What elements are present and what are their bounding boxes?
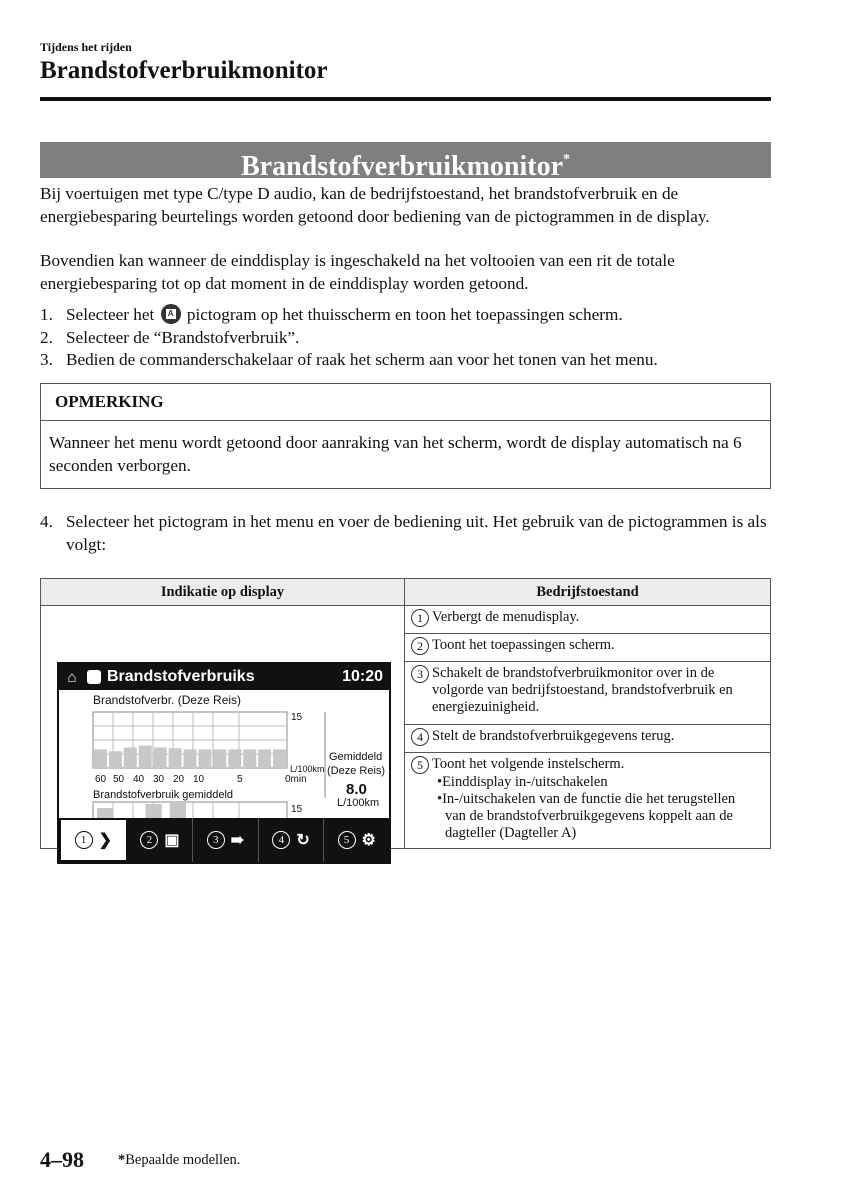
bar <box>198 749 211 768</box>
gear-icon: ⚙ <box>361 832 376 849</box>
y-max-label: 15 <box>291 712 303 723</box>
step-3 <box>40 349 775 372</box>
bar <box>243 749 256 768</box>
breadcrumb: Tijdens het rijden <box>40 40 132 54</box>
x-tick-label: 0min <box>285 774 307 785</box>
icon-function-table <box>40 578 771 849</box>
bar <box>124 747 137 768</box>
avg-value: 8.0 <box>346 781 367 798</box>
switch-icon: ➠ <box>230 832 245 849</box>
table-row <box>405 753 771 849</box>
chevron-down-icon: ❯ <box>98 832 112 849</box>
note-box <box>40 383 771 489</box>
x-tick-label: 30 <box>153 774 165 785</box>
step-1 <box>40 304 775 327</box>
step-text: Selecteer de “Brandstofverbruik”. <box>66 327 300 347</box>
row-bullet-cont: van de brandstofverbruikgegevens koppelt aan de <box>445 808 733 824</box>
app-badge-icon <box>87 670 101 684</box>
table-header-state: Bedrijfstoestand <box>405 579 771 606</box>
bar <box>109 751 122 768</box>
row-number: 4 <box>411 728 429 746</box>
section-asterisk: * <box>563 152 570 167</box>
step-2 <box>40 327 775 350</box>
table-row <box>405 725 771 753</box>
bar <box>94 749 107 768</box>
x-tick-label: 20 <box>173 774 185 785</box>
bar <box>139 746 152 768</box>
steps-list <box>40 304 775 372</box>
screen-menu-bar <box>59 818 389 862</box>
step-text-b: pictogram op het thuisscherm en toon het toepassingen scherm. <box>186 305 623 324</box>
screen-mockup <box>57 662 391 864</box>
screen-header <box>59 664 389 690</box>
footnote-text: Bepaalde modellen. <box>125 1152 241 1168</box>
table-row <box>405 606 771 634</box>
row-text: Verbergt de menudisplay. <box>432 609 580 625</box>
step-text: Selecteer het pictogram in het menu en voer de bediening uit. Het gebruik van de pictogrammen is als volgt: <box>66 512 767 554</box>
fuel-chart <box>59 690 389 820</box>
avg-label: (Deze Reis) <box>327 765 386 777</box>
note-body: Wanneer het menu wordt getoond door aanraking van het scherm, wordt de display automatisch na 6 seconden verborgen. <box>49 433 742 475</box>
chart2-title: Brandstofverbruik gemiddeld <box>93 789 234 801</box>
row-bullet: •Einddisplay in-/uitschakelen <box>437 774 608 790</box>
page-number: 4–98 <box>40 1147 84 1172</box>
bar <box>258 749 271 768</box>
step-number: 1. <box>40 305 53 324</box>
x-tick-label: 40 <box>133 774 145 785</box>
title-rule <box>40 97 771 101</box>
step-text <box>66 304 623 327</box>
avg-unit: L/100km <box>337 797 380 809</box>
switch-screen-button[interactable] <box>193 818 259 862</box>
x-tick-label: 60 <box>95 774 107 785</box>
row-bullet: •In-/uitschakelen van de functie die het terugstellen <box>437 791 736 807</box>
row-text: Stelt de brandstofverbruikgegevens terug. <box>432 728 675 744</box>
bar <box>213 749 226 768</box>
step-number: 3. <box>40 350 53 369</box>
table-row <box>405 634 771 662</box>
avg-label: Gemiddeld <box>329 751 383 763</box>
section-title: Brandstofverbruikmonitor <box>241 151 563 182</box>
applications-icon: ▣ <box>164 832 180 849</box>
intro-paragraph: Bij voertuigen met type C/type D audio, kan de bedrijfstoestand, het brandstofverbruik en de energiebesparing beurtelings worden getoond door bediening van de pictogrammen in de display. <box>40 184 710 226</box>
row-bullet-cont: dagteller (Dagteller A) <box>445 825 577 841</box>
button-number: 2 <box>140 831 158 849</box>
step-number: 2. <box>40 327 53 347</box>
row-text: Toont het toepassingen scherm. <box>432 637 615 653</box>
section-title-bar <box>40 142 771 182</box>
row-text: Toont het volgende instelscherm. <box>432 756 625 772</box>
applications-button[interactable] <box>128 818 194 862</box>
row-number: 1 <box>411 609 429 627</box>
step-text-a: Selecteer het <box>66 305 155 324</box>
refresh-icon: ↻ <box>296 832 310 849</box>
table-row <box>405 662 771 725</box>
display-illustration-cell <box>41 606 405 849</box>
row-text: Schakelt de brandstofverbruikmonitor over in de volgorde van bedrijfstoestand, brandstofverbruik en energiezuinigheid. <box>432 665 733 715</box>
button-number: 4 <box>272 831 290 849</box>
footnote <box>118 1152 240 1169</box>
screen-clock: 10:20 <box>342 668 383 685</box>
bar <box>169 748 182 768</box>
button-number: 3 <box>207 831 225 849</box>
screen-app-title: Brandstofverbruiks <box>107 668 255 685</box>
intro-paragraph-2: Bovendien kan wanneer de einddisplay is ingeschakeld na het voltooien van een rit de totale energiebesparing tot op dat moment in de einddisplay worden getoond. <box>40 251 675 293</box>
x-tick-label: 5 <box>237 774 243 785</box>
bar <box>154 747 167 768</box>
row-number: 5 <box>411 756 429 774</box>
page-title: Brandstofverbruikmonitor <box>40 57 328 84</box>
note-heading: OPMERKING <box>41 384 770 421</box>
x-tick-label: 10 <box>193 774 205 785</box>
step-number: 4. <box>40 512 53 531</box>
applications-icon: A <box>161 304 181 324</box>
bar <box>273 749 286 768</box>
footnote-mark: * <box>118 1152 126 1168</box>
bar <box>184 749 197 768</box>
bar <box>228 749 241 768</box>
table-header-display: Indikatie op display <box>41 579 405 606</box>
x-tick-label: 50 <box>113 774 125 785</box>
chart1-title: Brandstofverbr. (Deze Reis) <box>93 693 242 707</box>
home-icon: ⌂ <box>67 668 77 686</box>
button-number: 5 <box>338 831 356 849</box>
y-max-label: 15 <box>291 804 303 815</box>
row-number: 3 <box>411 665 429 683</box>
reset-button[interactable] <box>259 818 325 862</box>
step-4 <box>40 511 775 556</box>
button-number: 1 <box>75 831 93 849</box>
settings-button[interactable] <box>324 818 389 862</box>
step-text: Bedien de commanderschakelaar of raak het scherm aan voor het tonen van het menu. <box>66 350 658 369</box>
unit-label: L/100km <box>290 764 325 774</box>
hide-menu-button[interactable] <box>59 818 128 862</box>
row-number: 2 <box>411 637 429 655</box>
